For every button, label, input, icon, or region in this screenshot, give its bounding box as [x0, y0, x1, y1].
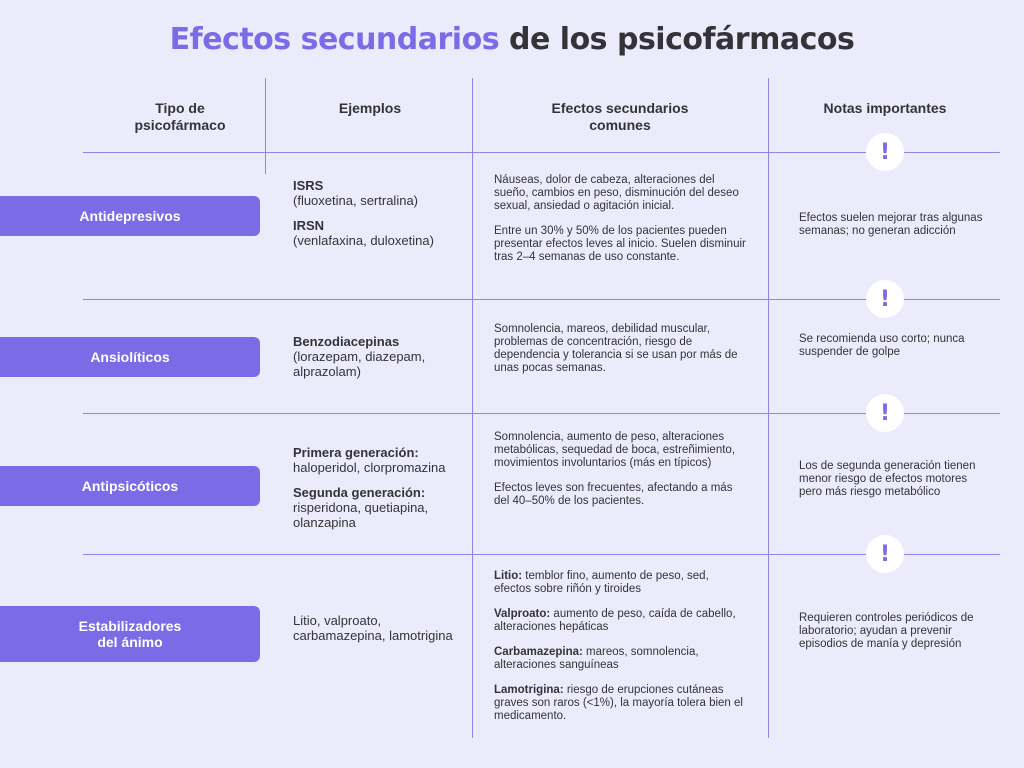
notes-antipsicoticos: Los de segunda generación tienen menor riesgo de efectos motores pero más riesgo metabólico	[799, 460, 976, 498]
type-antidepresivos: Antidepresivos	[0, 196, 260, 236]
examples-antipsicoticos: Primera generación: haloperidol, clorpromazina Segunda generación: risperidona, quetiapina, olanzapina	[293, 445, 446, 530]
notes-ansioliticos: Se recomienda uso corto; nunca suspender de golpe	[799, 333, 965, 358]
column-divider	[472, 78, 473, 738]
title-accent: Efectos secundarios	[169, 22, 500, 57]
row-divider	[83, 299, 1000, 300]
examples-estabilizadores: Litio, valproato, carbamazepina, lamotrigina	[293, 613, 453, 643]
effects-estabilizadores: Litio: temblor fino, aumento de peso, sed, efectos sobre riñón y tiroides Valproato: aumento de peso, caída de cabello, alteraciones hepáticas Carbamazepina: mareos, somnolencia, alteraciones sanguíneas Lamotrigina: riesgo de erupciones cutáneas graves son raros (<1%), la mayoría tolera bien el medicamento.	[494, 570, 743, 722]
alert-icon: !	[866, 535, 904, 573]
effects-antidepresivos: Náuseas, dolor de cabeza, alteraciones del sueño, cambios en peso, disminución del deseo sexual, ansiedad o agitación inicial. Entre un 30% y 50% de los pacientes pueden presentar efectos leves al inicio. Suelen disminuir tras 2–4 semanas de uso constante.	[494, 174, 746, 263]
notes-estabilizadores: Requieren controles periódicos de laboratorio; ayudan a prevenir episodios de manía y depresión	[799, 612, 974, 650]
effects-antipsicoticos: Somnolencia, aumento de peso, alteraciones metabólicas, sequedad de boca, estreñimiento, movimientos involuntarios (más en típicos) Efectos leves son frecuentes, afectando a más del 40–50% de los pacientes.	[494, 431, 736, 507]
alert-icon: !	[866, 394, 904, 432]
alert-icon: !	[866, 280, 904, 318]
title-rest: de los psicofármacos	[509, 22, 855, 57]
row-divider	[83, 554, 1000, 555]
column-divider	[768, 78, 769, 738]
column-divider	[265, 78, 266, 174]
row-divider	[83, 413, 1000, 414]
examples-antidepresivos: ISRS (fluoxetina, sertralina) IRSN (venlafaxina, duloxetina)	[293, 178, 434, 248]
examples-ansioliticos: Benzodiacepinas (lorazepam, diazepam, alprazolam)	[293, 334, 426, 379]
type-antipsicoticos: Antipsicóticos	[0, 466, 260, 506]
alert-icon: !	[866, 133, 904, 171]
notes-antidepresivos: Efectos suelen mejorar tras algunas semanas; no generan adicción	[799, 212, 983, 237]
header-type: Tipo de psicofármaco	[134, 100, 226, 133]
page-title	[0, 22, 1024, 57]
row-divider	[83, 152, 1000, 153]
header-effects: Efectos secundarios comunes	[551, 100, 689, 133]
effects-ansioliticos: Somnolencia, mareos, debilidad muscular, problemas de concentración, riesgo de dependencia y tolerancia si se usan por más de unas pocas semanas.	[494, 323, 738, 374]
header-examples: Ejemplos	[338, 100, 402, 116]
header-notes: Notas importantes	[823, 100, 947, 116]
type-estabilizadores: Estabilizadores del ánimo	[0, 606, 260, 662]
type-ansioliticos: Ansiolíticos	[0, 337, 260, 377]
